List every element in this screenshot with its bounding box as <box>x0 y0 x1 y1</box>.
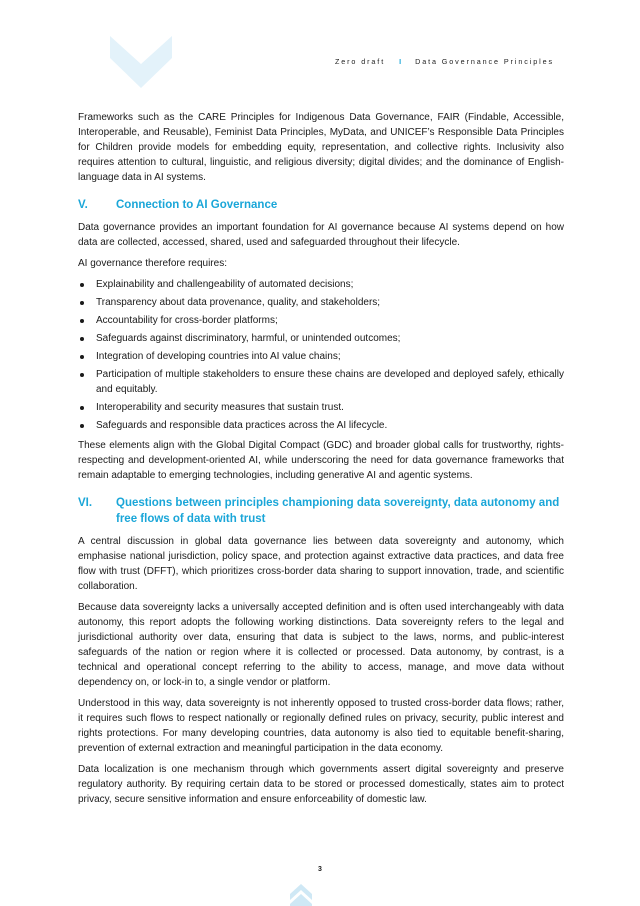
section-title: Connection to AI Governance <box>116 199 278 211</box>
list-item <box>78 349 564 364</box>
list-item <box>78 295 564 310</box>
section5-paragraph-3: These elements align with the Global Digital Compact (GDC) and broader global calls for trustworthy, rights-respecting and development-oriented AI, while underscoring the need for data governance frameworks that remain adaptable to emerging technologies, including generative AI and agentic systems. <box>78 440 564 481</box>
running-header <box>335 57 554 66</box>
list-item <box>78 418 564 433</box>
list-item <box>78 331 564 346</box>
section6-paragraph-2: Because data sovereignty lacks a universally accepted definition and is often used interchangeably with data autonomy, this report adopts the following working distinctions. Data sovereignty refers to the legal and jurisdictional authority over data, ensuring that data is subject to the laws, norms, and public-interest safeguards of the nation or region where it is collected or processed. Data autonomy, by contrast, is a technical and operational concept referring to the ability to access, manage, and move data without dependency on, or lock-in to, a single vendor or platform. <box>78 602 564 688</box>
list-item-text: Integration of developing countries into AI value chains; <box>96 351 341 362</box>
bullet-icon <box>80 355 84 359</box>
section6-paragraph-3: Understood in this way, data sovereignty is not inherently opposed to trusted cross-border data flows; rather, it requires such flows to respect nationally or regionally defined rules on privacy, security, public interest and rights protections. For many developing countries, data autonomy is also tied to equitable benefit-sharing, prevention of external extraction and meaningful participation in the data economy. <box>78 698 564 754</box>
section-number: V. <box>78 199 88 211</box>
section-heading-connection-ai-governance <box>78 197 564 213</box>
list-item-text: Safeguards against discriminatory, harmful, or unintended outcomes; <box>96 333 401 344</box>
chevron-logo-icon <box>110 30 172 90</box>
section-title: Questions between principles championing data sovereignty, data autonomy and free flows of data with trust <box>116 497 560 525</box>
header-document-status: Zero draft <box>334 57 386 66</box>
bullet-icon <box>80 406 84 410</box>
list-item-text: Explainability and challengeability of automated decisions; <box>96 279 354 290</box>
requirements-list <box>78 277 564 433</box>
section-heading-data-sovereignty <box>78 495 564 527</box>
list-item <box>78 400 564 415</box>
list-item <box>78 277 564 292</box>
section6-paragraph-4: Data localization is one mechanism through which governments assert digital sovereignty and preserve regulatory authority. By requiring certain data to be stored or processed domestically, states aim to protect privacy, secure sensitive information and ensure enforceability of domestic law. <box>78 764 564 805</box>
page-number: 3 <box>318 866 322 873</box>
list-item <box>78 367 564 397</box>
header-separator: I <box>399 57 402 66</box>
section5-paragraph-1: Data governance provides an important foundation for AI governance because AI systems depend on how data are collected, accessed, shared, used and safeguarded throughout their lifecycle. <box>78 222 564 248</box>
list-item-text: Interoperability and security measures that sustain trust. <box>96 402 344 413</box>
chevron-up-logo-icon <box>290 882 312 906</box>
list-item-text: Participation of multiple stakeholders to ensure these chains are developed and deployed safely, ethically and equitably. <box>96 369 564 395</box>
list-item <box>78 313 564 328</box>
section-number: VI. <box>78 497 93 509</box>
section5-paragraph-2: AI governance therefore requires: <box>78 258 227 269</box>
bullet-icon <box>80 283 84 287</box>
page-body <box>78 110 564 813</box>
section6-paragraph-1: A central discussion in global data governance lies between data sovereignty and autonomy, which emphasise national jurisdiction, policy space, and protection against extractive data practices, and data free flow with trust (DFFT), which prioritizes cross-border data sharing to support innovation, trade, and scientific collaboration. <box>78 536 564 592</box>
bullet-icon <box>80 337 84 341</box>
header-document-title: Data Governance Principles <box>415 57 554 66</box>
bullet-icon <box>80 373 84 377</box>
intro-paragraph: Frameworks such as the CARE Principles for Indigenous Data Governance, FAIR (Findable, Accessible, Interoperable, and Reusable), Feminist Data Principles, MyData, and UNICEF’s Responsible Data Principles for Children provide models for embedding equity, representation, and collective rights. Inclusivity also requires attention to cultural, linguistic, and religious diversity; digital divides; and the dominance of English-language data in AI systems. <box>78 112 564 183</box>
list-item-text: Safeguards and responsible data practices across the AI lifecycle. <box>96 420 388 431</box>
list-item-text: Accountability for cross-border platforms; <box>96 315 278 326</box>
bullet-icon <box>80 424 84 428</box>
bullet-icon <box>80 319 84 323</box>
list-item-text: Transparency about data provenance, quality, and stakeholders; <box>96 297 381 308</box>
bullet-icon <box>80 301 84 305</box>
